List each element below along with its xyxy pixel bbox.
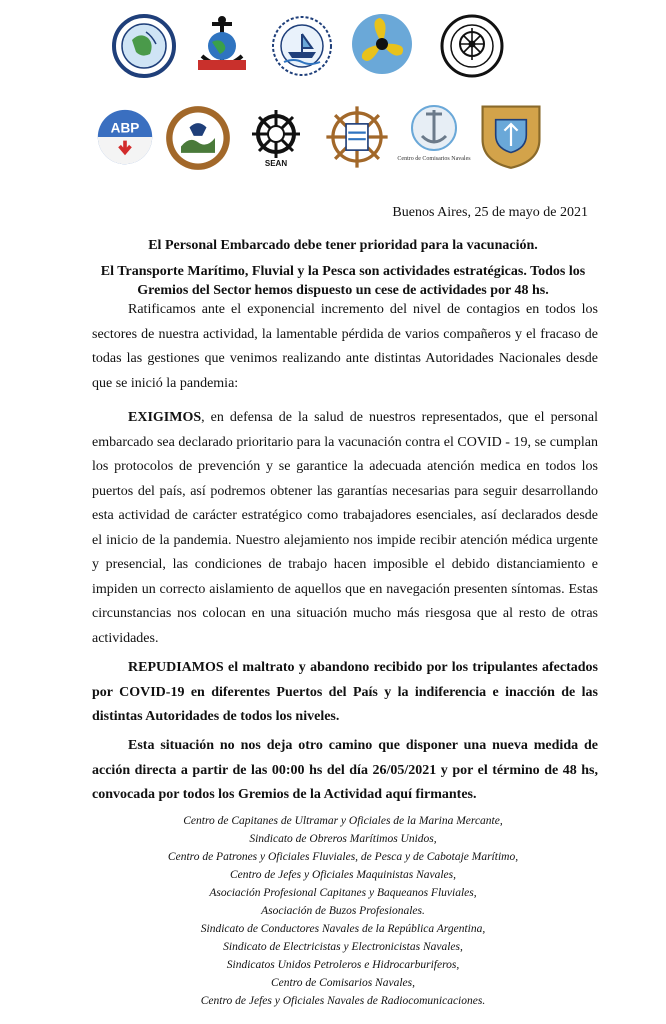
patrones-fluviales-emblem-icon	[270, 14, 334, 78]
paragraph-repudiamos: REPUDIAMOS el maltrato y abandono recibido por los tripulantes afectados por COVID-19 en diferentes Puertos del País y la indiferencia e inacción de las distintas Autoridades de todos los niveles.	[92, 660, 598, 724]
heading-strategic-activities: El Transporte Marítimo, Fluvial y la Pesca son actividades estratégicas. Todos los Gremios del Sector hemos dispuesto un cese de actividades por 48 hs.	[100, 264, 586, 298]
comisarios-navales-icon	[397, 102, 471, 172]
signatory: Centro de Capitanes de Ultramar y Oficiales de la Marina Mercante,	[183, 815, 503, 827]
document-date: Buenos Aires, 25 de mayo de 2021	[392, 205, 588, 220]
sean-logo-text: SEAN	[264, 159, 288, 168]
logo-row-2	[0, 98, 666, 178]
signatory: Sindicato de Obreros Marítimos Unidos,	[249, 833, 437, 845]
abp-logo-icon	[96, 108, 154, 166]
signatory: Centro de Jefes y Oficiales Navales de Radiocomunicaciones.	[200, 995, 486, 1007]
signatory: Centro de Jefes y Oficiales Maquinistas Navales,	[229, 869, 457, 881]
centro-capitanes-ultramar-seal-icon	[112, 14, 176, 78]
signatory: Sindicatos Unidos Petroleros e Hidrocarburiferos,	[226, 959, 460, 971]
radiocomunicaciones-crest-icon	[476, 100, 546, 170]
signatory: Asociación Profesional Capitanes y Baqueanos Fluviales,	[209, 887, 477, 899]
jefes-maquinistas-seal-icon	[440, 14, 504, 78]
comisarios-navales-text: Centro de Comisarios Navales	[397, 156, 471, 162]
signatory: Asociación de Buzos Profesionales.	[261, 905, 425, 917]
signatory: Centro de Comisarios Navales,	[271, 977, 415, 989]
heading-vaccination-priority: El Personal Embarcado debe tener prioridad para la vacunación.	[148, 238, 538, 253]
propeller-emblem-icon	[350, 12, 414, 76]
paragraph-exigimos	[92, 406, 598, 651]
logo-row-1	[0, 12, 666, 92]
buzos-emblem-icon	[164, 104, 232, 172]
anchor-globe-emblem-icon	[190, 12, 254, 76]
exigimos-lead: EXIGIMOS	[128, 410, 202, 425]
rope-wheel-emblem-icon	[322, 102, 392, 172]
signatory: Sindicato de Conductores Navales de la República Argentina,	[200, 923, 486, 935]
ship-wheel-emblem-icon	[244, 104, 308, 168]
abp-logo-text: ABP	[110, 120, 140, 136]
exigimos-body: , en defensa de la salud de nuestros representados, que el personal embarcado sea declarado prioritario para la vacunación contra el COVID - 19, se cumplan los protocolos de prevención y se garantice la adecuada atención medica en todos los puertos del país, así podremos obtener las garantías necesarias para seguir desarrollando esta actividad de carácter estratégico como trabajadores esenciales, así declarados desde el inicio de la pandemia. Nuestro alejamiento nos impide recibir atención médica urgente y presencial, las condiciones de trabajo hacen imposible el debido distanciamiento e impiden un correcto aislamiento de aquellos que en navegación presenten síntomas. Estas circunstancias nos colocan en una situación mucho más riesgosa que al resto de otras actividades.	[92, 410, 598, 646]
paragraph-medida-accion: Esta situación no nos deja otro camino que disponer una nueva medida de acción directa a partir de las 00:00 hs del día 26/05/2021 y por el término de 48 hs, convocada por todos los Gremios de la Actividad aquí firmantes.	[92, 738, 598, 802]
paragraph-ratificamos: Ratificamos ante el exponencial incremento del nivel de contagios en todos los sectores de nuestra actividad, la lamentable pérdida de varios compañeros y el fracaso de todas las gestiones que venimos realizando ante distintas Autoridades Nacionales desde que se inició la pandemia:	[92, 302, 598, 391]
signatory: Centro de Patrones y Oficiales Fluviales, de Pesca y de Cabotaje Marítimo,	[167, 851, 519, 863]
signatories-list	[90, 812, 596, 1010]
signatory: Sindicato de Electricistas y Electronicistas Navales,	[223, 941, 463, 953]
